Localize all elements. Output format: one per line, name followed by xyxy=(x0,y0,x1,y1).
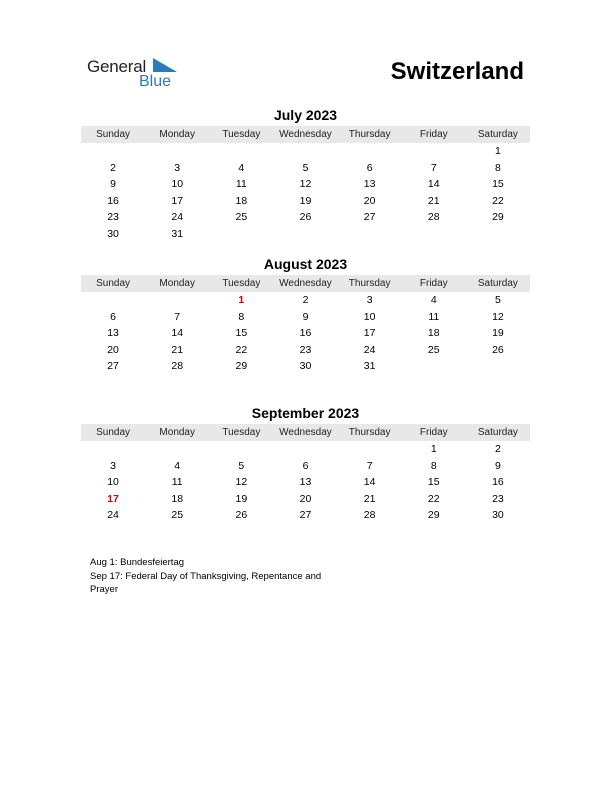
week-row xyxy=(81,309,530,326)
week-row xyxy=(81,292,530,309)
holiday-note: Aug 1: Bundesfeiertag xyxy=(90,557,185,568)
day-cell: 15 xyxy=(235,327,248,340)
day-cell: 22 xyxy=(492,194,504,207)
weekday-label: Tuesday xyxy=(222,129,261,140)
logo-triangle-icon xyxy=(153,58,177,74)
day-cell: 2 xyxy=(302,294,309,306)
country-title: Switzerland xyxy=(390,58,524,85)
day-cell xyxy=(145,441,209,458)
week-row xyxy=(81,226,530,243)
weekday-label: Thursday xyxy=(348,278,391,289)
month-september xyxy=(81,404,530,524)
day-cell: 15 xyxy=(492,178,504,191)
logo-text-general: General xyxy=(87,57,147,76)
day-cell: 29 xyxy=(492,211,504,224)
day-cell: 8 xyxy=(494,161,501,174)
day-cell: 8 xyxy=(238,310,245,323)
week-row xyxy=(81,193,530,210)
day-cell xyxy=(338,143,402,160)
week-row xyxy=(81,342,530,359)
day-cell xyxy=(81,292,145,309)
day-cell: 24 xyxy=(171,211,184,224)
weekday-header xyxy=(81,424,530,441)
day-cell: 26 xyxy=(299,211,312,224)
weekday-label: Saturday xyxy=(477,427,518,438)
week-row xyxy=(81,507,530,524)
weekday-label: Tuesday xyxy=(222,427,261,438)
logo-text-blue: Blue xyxy=(139,73,172,90)
day-cell: 6 xyxy=(302,459,309,472)
day-cell: 21 xyxy=(427,194,440,207)
day-cell: 3 xyxy=(174,161,181,174)
day-cell: 2 xyxy=(494,443,501,455)
day-cell: 9 xyxy=(302,310,309,323)
day-cell: 25 xyxy=(171,509,184,522)
day-cell: 8 xyxy=(430,459,437,472)
day-cell: 16 xyxy=(107,194,119,207)
weekday-header xyxy=(81,275,530,292)
day-cell: 30 xyxy=(299,360,312,373)
day-cell xyxy=(145,143,209,160)
month-title: July 2023 xyxy=(273,107,338,123)
week-row xyxy=(81,143,530,160)
day-cell: 19 xyxy=(299,194,312,207)
holiday-notes xyxy=(90,556,350,597)
day-cell xyxy=(209,226,273,243)
day-cell: 11 xyxy=(235,178,247,191)
day-cell: 27 xyxy=(299,509,312,522)
day-cell: 14 xyxy=(171,327,184,340)
day-cell: 20 xyxy=(299,492,312,505)
weekday-label: Monday xyxy=(159,278,195,289)
week-row xyxy=(81,358,530,375)
day-cell xyxy=(273,441,337,458)
day-cell: 5 xyxy=(238,459,245,472)
holiday-day-cell: 17 xyxy=(107,492,119,505)
day-cell: 23 xyxy=(299,343,312,356)
day-cell: 31 xyxy=(363,360,376,373)
weekday-label: Monday xyxy=(159,129,195,140)
day-cell: 4 xyxy=(238,161,245,174)
weekday-label: Friday xyxy=(419,427,448,438)
weekday-label: Wednesday xyxy=(279,278,332,289)
day-cell: 10 xyxy=(171,178,184,191)
day-cell: 12 xyxy=(235,476,248,489)
weekday-label: Sunday xyxy=(96,129,131,140)
month-july xyxy=(81,106,530,243)
generalblue-logo xyxy=(87,55,197,95)
day-cell: 18 xyxy=(427,327,440,340)
day-cell: 7 xyxy=(430,161,437,174)
week-row xyxy=(81,474,530,491)
day-cell: 31 xyxy=(171,227,184,240)
day-cell xyxy=(338,226,402,243)
day-cell: 18 xyxy=(171,492,184,505)
day-cell: 27 xyxy=(363,211,376,224)
day-cell: 22 xyxy=(235,343,248,356)
week-row xyxy=(81,458,530,475)
holiday-note: Sep 17: Federal Day of Thanksgiving, Repentance and Prayer xyxy=(90,570,322,595)
day-cell xyxy=(273,143,337,160)
day-cell xyxy=(402,358,466,375)
day-cell: 16 xyxy=(299,327,312,340)
day-cell: 6 xyxy=(110,310,116,323)
day-cell: 17 xyxy=(363,327,376,340)
day-cell: 7 xyxy=(366,459,373,472)
weekday-label: Friday xyxy=(419,278,448,289)
day-cell: 21 xyxy=(171,343,184,356)
day-cell xyxy=(209,143,273,160)
day-cell: 20 xyxy=(363,194,376,207)
day-cell: 23 xyxy=(492,492,504,505)
day-cell: 13 xyxy=(299,476,312,489)
day-cell: 24 xyxy=(363,343,376,356)
day-cell: 13 xyxy=(363,178,376,191)
day-cell: 24 xyxy=(107,509,119,522)
day-cell: 28 xyxy=(171,360,184,373)
day-cell: 3 xyxy=(366,294,373,306)
week-row xyxy=(81,176,530,193)
weekday-label: Saturday xyxy=(477,129,518,140)
day-cell: 25 xyxy=(427,343,440,356)
weekday-label: Wednesday xyxy=(279,427,332,438)
day-cell xyxy=(81,143,145,160)
day-cell: 5 xyxy=(494,294,501,306)
weekday-label: Thursday xyxy=(348,427,391,438)
weekday-label: Friday xyxy=(419,129,448,140)
weekday-label: Tuesday xyxy=(222,278,261,289)
week-row xyxy=(81,160,530,177)
day-cell: 2 xyxy=(110,161,116,174)
day-cell: 23 xyxy=(107,211,119,224)
day-cell: 10 xyxy=(363,310,376,323)
day-cell: 13 xyxy=(107,327,119,340)
day-cell xyxy=(145,292,209,309)
day-cell: 18 xyxy=(235,194,248,207)
day-cell xyxy=(402,143,466,160)
day-cell: 22 xyxy=(427,492,440,505)
month-title: August 2023 xyxy=(263,256,348,272)
day-cell: 9 xyxy=(494,459,501,472)
day-cell: 4 xyxy=(430,294,437,306)
day-cell: 9 xyxy=(110,178,116,191)
day-cell: 5 xyxy=(302,161,309,174)
weekday-label: Sunday xyxy=(96,278,131,289)
day-cell xyxy=(466,226,530,243)
day-cell: 11 xyxy=(428,310,440,323)
month-august xyxy=(81,255,530,375)
day-cell: 6 xyxy=(366,161,373,174)
day-cell: 17 xyxy=(171,194,184,207)
day-cell: 4 xyxy=(174,459,181,472)
day-cell xyxy=(402,226,466,243)
day-cell: 30 xyxy=(107,227,119,240)
day-cell: 20 xyxy=(107,343,119,356)
day-cell: 28 xyxy=(427,211,440,224)
day-cell xyxy=(209,441,273,458)
day-cell: 15 xyxy=(427,476,440,489)
day-cell xyxy=(81,441,145,458)
day-cell: 19 xyxy=(235,492,248,505)
day-cell xyxy=(338,441,402,458)
day-cell: 10 xyxy=(107,476,119,489)
weekday-label: Wednesday xyxy=(279,129,332,140)
week-row xyxy=(81,325,530,342)
day-cell: 19 xyxy=(492,327,504,340)
week-row xyxy=(81,209,530,226)
day-cell: 14 xyxy=(363,476,376,489)
weekday-label: Thursday xyxy=(348,129,391,140)
weekday-label: Saturday xyxy=(477,278,518,289)
day-cell: 1 xyxy=(494,145,501,157)
day-cell: 1 xyxy=(430,443,437,455)
weekday-label: Sunday xyxy=(96,427,131,438)
holiday-day-cell: 1 xyxy=(238,294,245,306)
week-row xyxy=(81,441,530,458)
day-cell: 16 xyxy=(492,476,504,489)
day-cell: 28 xyxy=(363,509,376,522)
day-cell: 30 xyxy=(492,509,504,522)
day-cell: 25 xyxy=(235,211,248,224)
weekday-label: Monday xyxy=(159,427,195,438)
day-cell: 14 xyxy=(427,178,440,191)
day-cell xyxy=(273,226,337,243)
day-cell: 29 xyxy=(427,509,440,522)
weekday-header xyxy=(81,126,530,143)
day-cell: 3 xyxy=(110,459,116,472)
day-cell: 21 xyxy=(363,492,376,505)
day-cell xyxy=(466,358,530,375)
day-cell: 27 xyxy=(107,360,119,373)
day-cell: 7 xyxy=(174,310,181,323)
month-title: September 2023 xyxy=(251,405,360,421)
day-cell: 26 xyxy=(235,509,248,522)
day-cell: 12 xyxy=(299,178,312,191)
day-cell: 12 xyxy=(492,310,504,323)
day-cell: 11 xyxy=(171,476,183,489)
week-row xyxy=(81,491,530,508)
day-cell: 29 xyxy=(235,360,248,373)
day-cell: 26 xyxy=(492,343,504,356)
